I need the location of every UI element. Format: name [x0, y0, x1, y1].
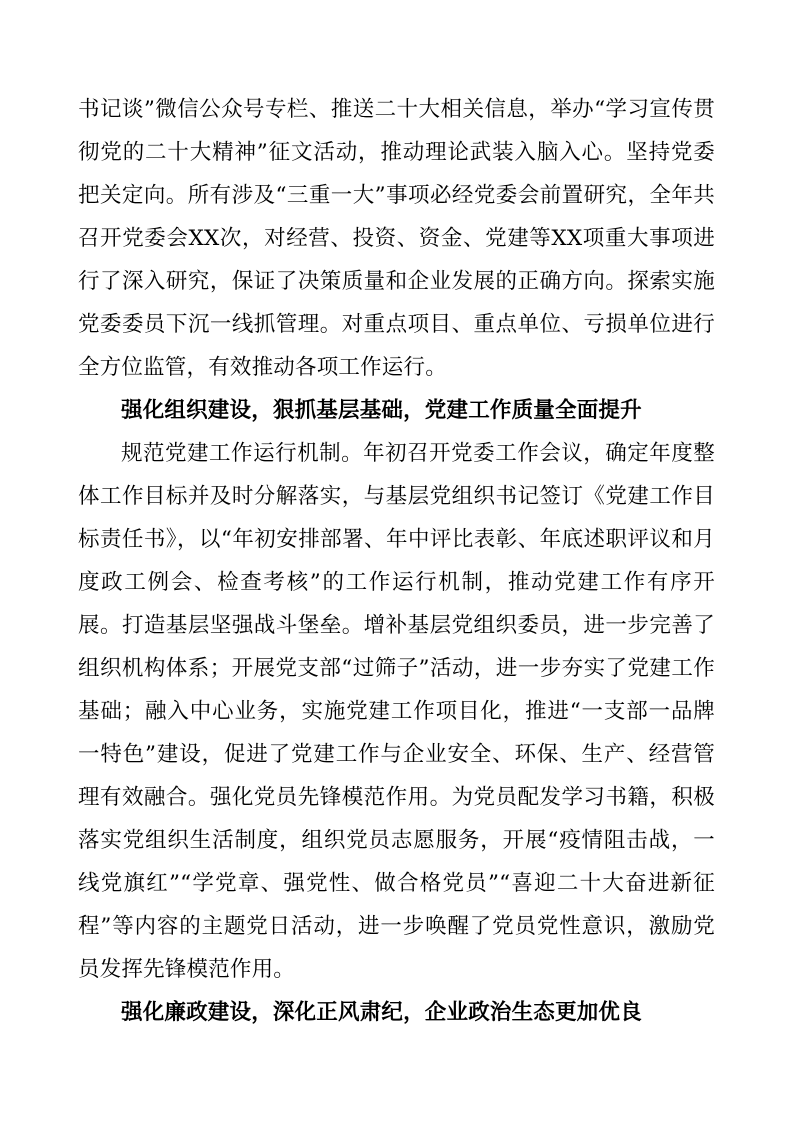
paragraph-continuation: 书记谈”微信公众号专栏、推送二十大相关信息，举办“学习宣传贯彻党的二十大精神”征文活动，推动理论武装入脑入心。坚持党委把关定向。所有涉及“三重一大”事项必经党委会前置研究，全年共召开党委会XX次，对经营、投资、资金、党建等XX项重大事项进行了深入研究，保证了决策质量和企业发展的正确方向。探索实施党委委员下沉一线抓管理。对重点项目、重点单位、亏损单位进行全方位监管，有效推动各项工作运行。 — [78, 97, 715, 380]
section-heading-organization: 强化组织建设，狠抓基层基础，党建工作质量全面提升 — [121, 398, 642, 423]
document-body — [78, 88, 715, 1034]
paragraph-organization-body: 规范党建工作运行机制。年初召开党委工作会议，确定年度整体工作目标并及时分解落实，与基层党组织书记签订《党建工作目标责任书》，以“年初安排部署、年中评比表彰、年底述职评议和月度政工例会、检查考核”的工作运行机制，推动党建工作有序开展。打造基层坚强战斗堡垒。增补基层党组织委员，进一步完善了组织机构体系；开展党支部“过筛子”活动，进一步夯实了党建工作基础；融入中心业务，实施党建工作项目化，推进“一支部一品牌一特色”建设，促进了党建工作与企业安全、环保、生产、经营管理有效融合。强化党员先锋模范作用。为党员配发学习书籍，积极落实党组织生活制度，组织党员志愿服务，开展“疫情阻击战，一线党旗红”“学党章、强党性、做合格党员”“喜迎二十大奋进新征程”等内容的主题党日活动，进一步唤醒了党员党性意识，激励党员发挥先锋模范作用。 — [78, 441, 715, 982]
section-heading-integrity: 强化廉政建设，深化正风肃纪，企业政治生态更加优良 — [121, 1000, 642, 1025]
